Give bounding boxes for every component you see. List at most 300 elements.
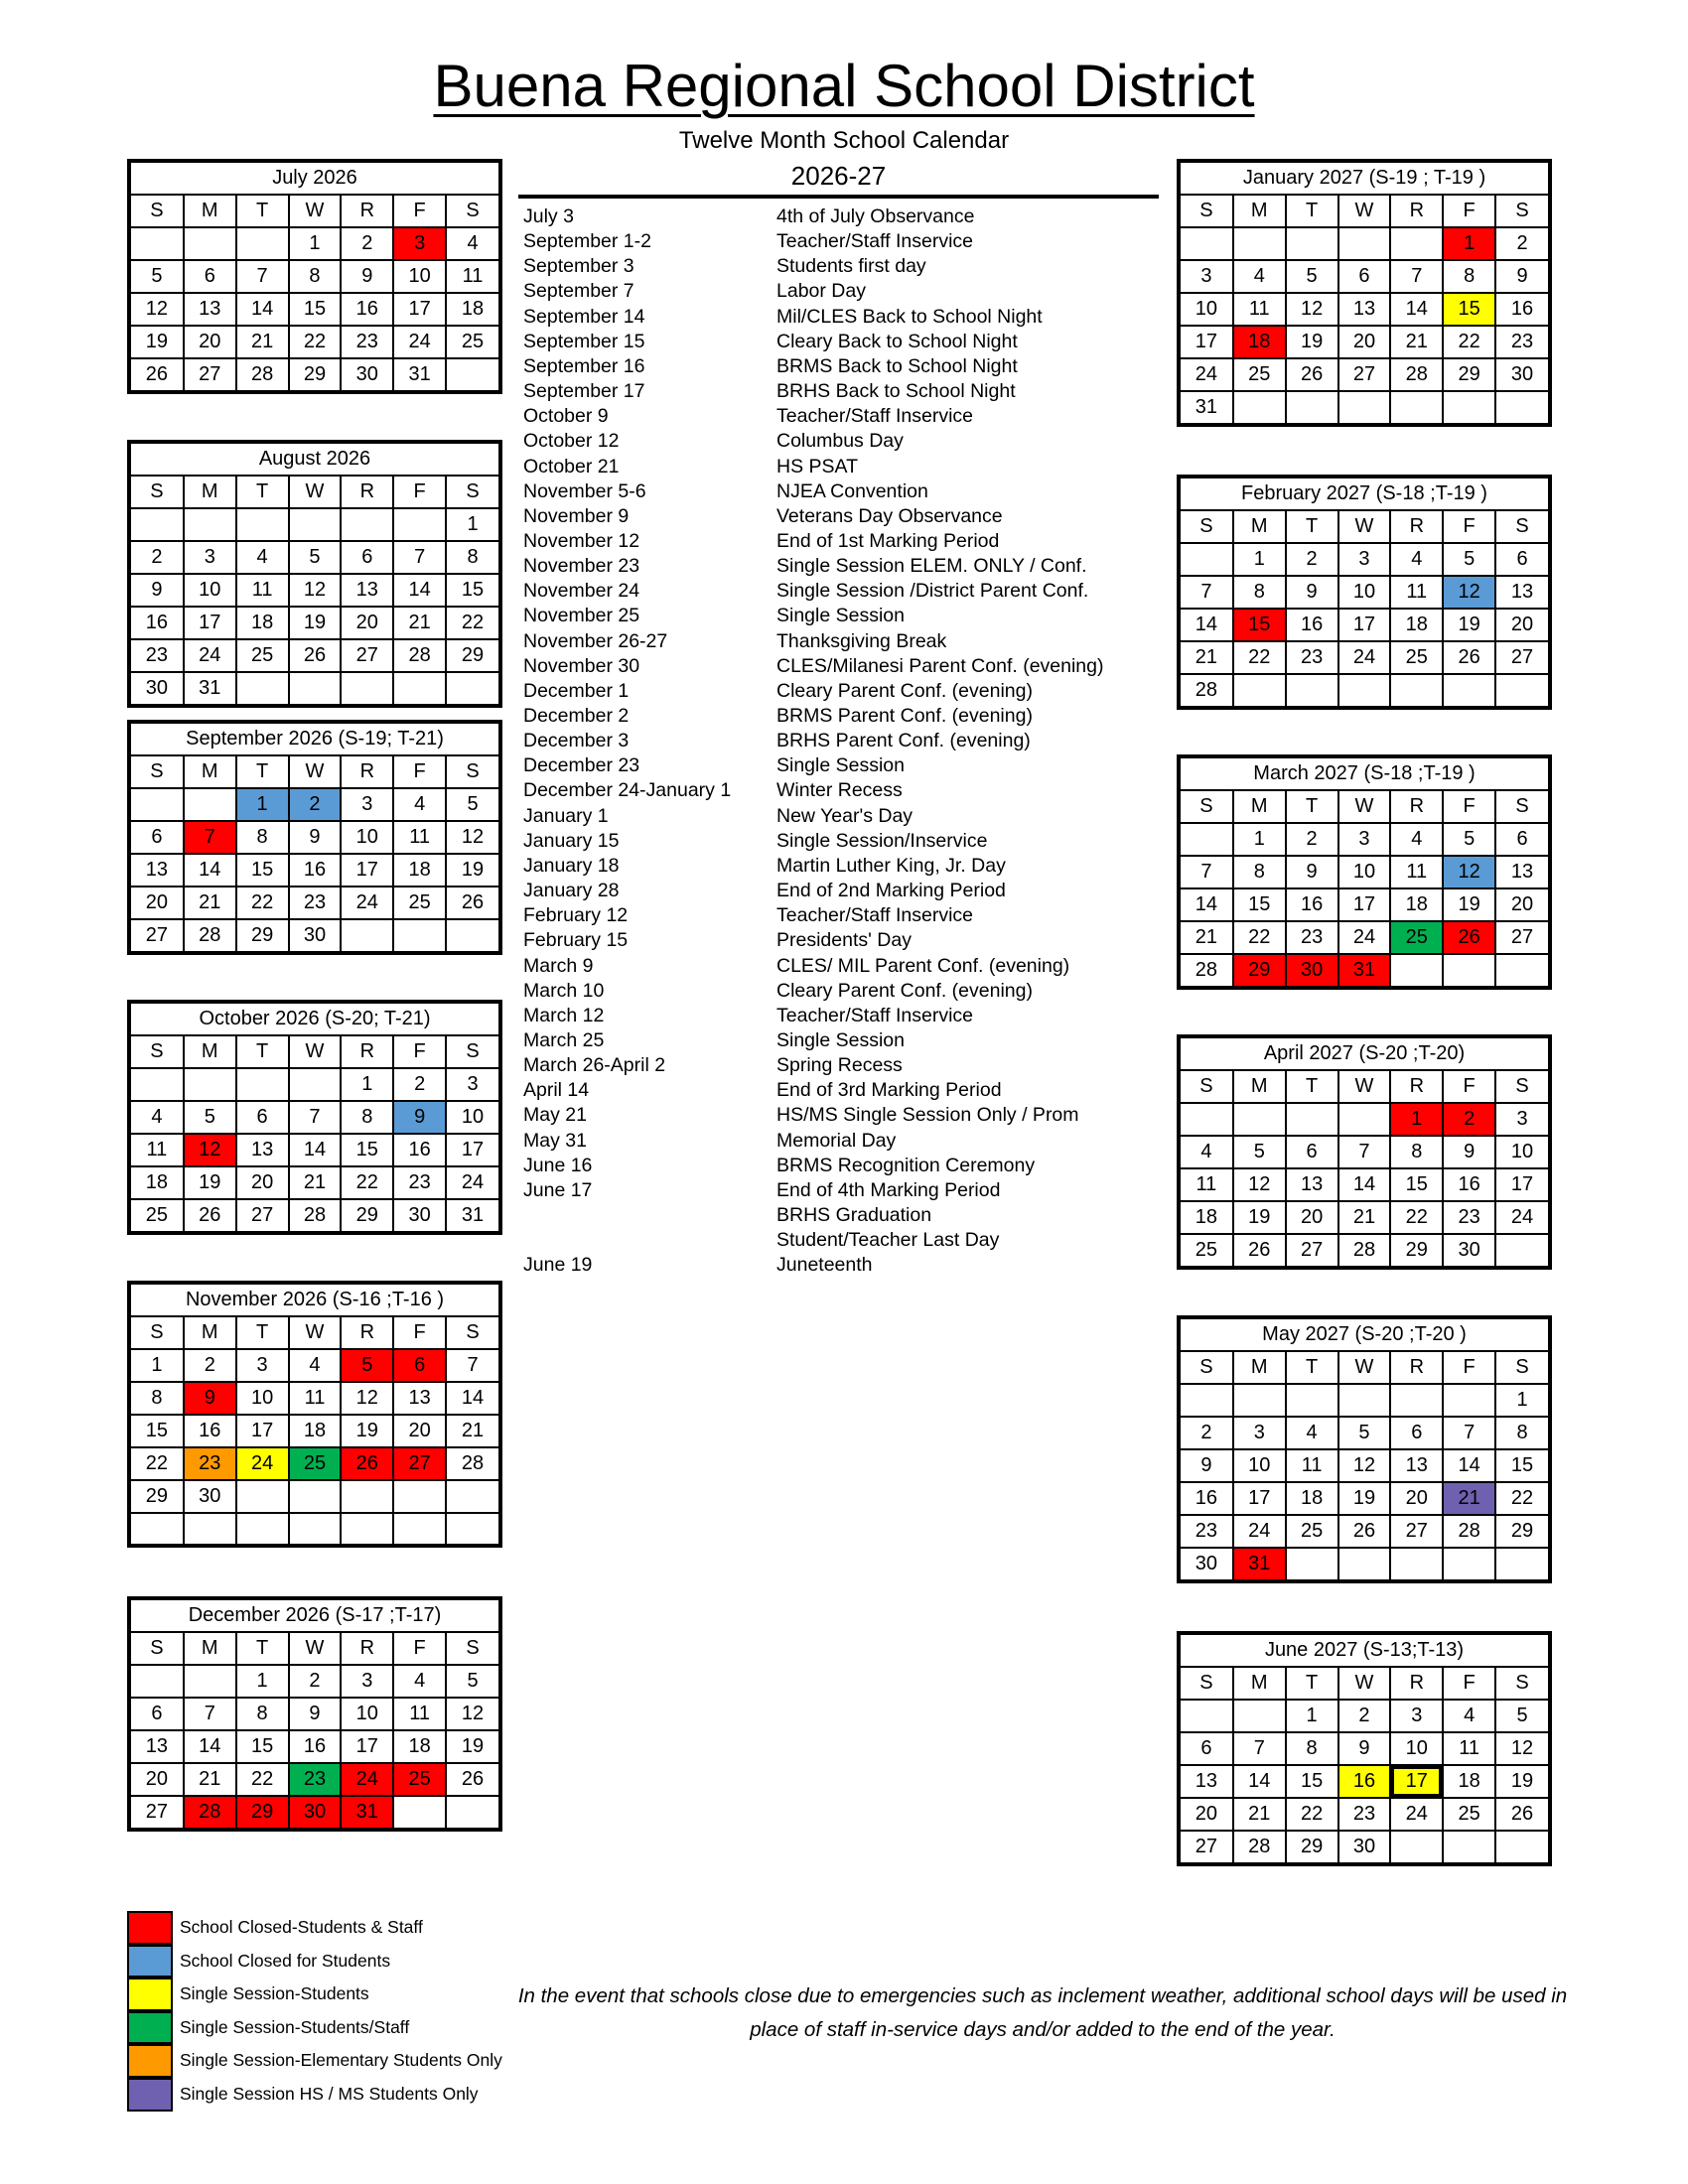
- day-cell: 18: [236, 607, 289, 639]
- day-cell: 31: [1338, 954, 1391, 986]
- day-cell: 5: [446, 1665, 498, 1698]
- empty-cell: [236, 1068, 289, 1101]
- day-cell: 7: [1338, 1136, 1391, 1168]
- page-title: Buena Regional School District: [433, 53, 1255, 119]
- month-feb: [1177, 475, 1552, 710]
- day-cell: 16: [1181, 1482, 1233, 1515]
- day-cell: 3: [1495, 1103, 1548, 1136]
- day-cell: 22: [341, 1166, 393, 1199]
- month-title: January 2027 (S-19 ; T-19 ): [1181, 163, 1548, 196]
- day-cell: 6: [236, 1101, 289, 1134]
- day-cell: 8: [1390, 1136, 1443, 1168]
- empty-cell: [1390, 227, 1443, 260]
- day-cell: 22: [1495, 1482, 1548, 1515]
- day-cell: 30: [1443, 1234, 1495, 1266]
- day-cell: 12: [1495, 1732, 1548, 1765]
- weekday-header: M: [1233, 1668, 1286, 1700]
- day-cell: 9: [1181, 1449, 1233, 1482]
- month-may: [1177, 1315, 1552, 1583]
- day-cell: 21: [236, 326, 289, 358]
- empty-cell: [446, 1513, 498, 1544]
- day-cell: 1: [236, 788, 289, 821]
- day-cell: 23: [1495, 326, 1548, 358]
- month-title: May 2027 (S-20 ;T-20 ): [1181, 1319, 1548, 1352]
- empty-cell: [236, 672, 289, 704]
- weekday-header: S: [1495, 1668, 1548, 1700]
- weekday-header: M: [1233, 196, 1286, 227]
- day-cell: 23: [1181, 1515, 1233, 1548]
- day-cell: 29: [289, 358, 342, 390]
- day-cell: 11: [1286, 1449, 1338, 1482]
- empty-cell: [393, 672, 446, 704]
- event-date: November 5-6: [523, 479, 646, 502]
- day-cell: 29: [1390, 1234, 1443, 1266]
- day-cell: 22: [1443, 326, 1495, 358]
- day-cell: 29: [341, 1199, 393, 1231]
- day-cell: 2: [1338, 1700, 1391, 1732]
- weekday-header: S: [446, 1317, 498, 1349]
- day-cell: 10: [1338, 856, 1391, 888]
- day-cell: 3: [184, 541, 236, 574]
- day-cell: 19: [1443, 609, 1495, 641]
- day-cell: 24: [236, 1447, 289, 1480]
- day-cell: 26: [1286, 358, 1338, 391]
- empty-cell: [1495, 1234, 1548, 1266]
- day-cell: 11: [1390, 576, 1443, 609]
- day-cell: 7: [1443, 1417, 1495, 1449]
- empty-cell: [1390, 391, 1443, 423]
- day-cell: 5: [446, 788, 498, 821]
- empty-cell: [1495, 391, 1548, 423]
- event-text: Labor Day: [776, 280, 866, 303]
- day-cell: 23: [1286, 921, 1338, 954]
- day-cell: 25: [236, 639, 289, 672]
- day-cell: 28: [1181, 674, 1233, 706]
- weekday-header: R: [1390, 1071, 1443, 1103]
- day-cell: 19: [1338, 1482, 1391, 1515]
- empty-cell: [1233, 391, 1286, 423]
- day-cell: 10: [1390, 1732, 1443, 1765]
- day-cell: 29: [236, 919, 289, 951]
- weekday-header: T: [1286, 791, 1338, 823]
- day-cell: 17: [184, 607, 236, 639]
- weekday-header: M: [184, 1633, 236, 1665]
- weekday-header: M: [184, 196, 236, 227]
- day-cell: 19: [1233, 1201, 1286, 1234]
- event-text: Mil/CLES Back to School Night: [776, 305, 1043, 328]
- day-cell: 16: [289, 854, 342, 887]
- day-cell: 13: [184, 293, 236, 326]
- day-cell: 11: [131, 1134, 184, 1166]
- empty-cell: [289, 1480, 342, 1513]
- empty-cell: [446, 1480, 498, 1513]
- empty-cell: [1181, 543, 1233, 576]
- event-text: Single Session: [776, 1028, 905, 1051]
- day-cell: 27: [1338, 358, 1391, 391]
- event-date: November 23: [523, 555, 640, 578]
- empty-cell: [184, 227, 236, 260]
- day-cell: 6: [1495, 543, 1548, 576]
- event-text: Presidents' Day: [776, 929, 912, 952]
- day-cell: 14: [1390, 293, 1443, 326]
- day-cell: 22: [446, 607, 498, 639]
- day-cell: 4: [393, 1665, 446, 1698]
- weekday-header: R: [341, 477, 393, 508]
- empty-cell: [131, 788, 184, 821]
- empty-cell: [184, 508, 236, 541]
- day-cell: 15: [1286, 1765, 1338, 1798]
- legend-label: School Closed-Students & Staff: [180, 1917, 423, 1937]
- day-cell: 30: [341, 358, 393, 390]
- day-cell: 26: [184, 1199, 236, 1231]
- day-cell: 21: [289, 1166, 342, 1199]
- school-year: 2026-27: [790, 161, 887, 191]
- weekday-header: R: [1390, 511, 1443, 543]
- month-title: March 2027 (S-18 ;T-19 ): [1181, 758, 1548, 791]
- day-cell: 21: [1338, 1201, 1391, 1234]
- day-cell: 24: [1233, 1515, 1286, 1548]
- day-cell: 28: [1390, 358, 1443, 391]
- event-text: Teacher/Staff Inservice: [776, 904, 973, 927]
- day-cell: 28: [1443, 1515, 1495, 1548]
- day-cell: 12: [1443, 576, 1495, 609]
- day-cell: 15: [1233, 609, 1286, 641]
- weekday-header: W: [289, 1317, 342, 1349]
- day-cell: 11: [393, 821, 446, 854]
- weekday-header: W: [289, 477, 342, 508]
- day-cell: 7: [1181, 576, 1233, 609]
- day-cell: 1: [236, 1665, 289, 1698]
- event-date: November 25: [523, 605, 640, 627]
- day-cell: 23: [1443, 1201, 1495, 1234]
- day-cell: 21: [446, 1415, 498, 1447]
- day-cell: 20: [393, 1415, 446, 1447]
- day-cell: 1: [1443, 227, 1495, 260]
- day-cell: 2: [1286, 543, 1338, 576]
- day-cell: 6: [1495, 823, 1548, 856]
- day-cell: 30: [289, 919, 342, 951]
- day-cell: 18: [446, 293, 498, 326]
- day-cell: 14: [184, 854, 236, 887]
- month-title: November 2026 (S-16 ;T-16 ): [131, 1285, 498, 1317]
- legend-label: Single Session HS / MS Students Only: [180, 2083, 479, 2104]
- day-cell: 14: [1338, 1168, 1391, 1201]
- day-cell: 30: [131, 672, 184, 704]
- day-cell: 16: [341, 293, 393, 326]
- day-cell: 16: [1286, 888, 1338, 921]
- day-cell: 29: [446, 639, 498, 672]
- day-cell: 18: [393, 854, 446, 887]
- day-cell: 24: [393, 326, 446, 358]
- day-cell: 2: [1495, 227, 1548, 260]
- day-cell: 1: [1286, 1700, 1338, 1732]
- empty-cell: [1233, 1384, 1286, 1417]
- day-cell: 1: [446, 508, 498, 541]
- day-cell: 19: [1443, 888, 1495, 921]
- day-cell: 3: [393, 227, 446, 260]
- month-oct: [127, 1000, 502, 1235]
- weekday-header: W: [1338, 791, 1391, 823]
- empty-cell: [289, 672, 342, 704]
- day-cell: 29: [1495, 1515, 1548, 1548]
- legend-label: School Closed for Students: [180, 1950, 391, 1971]
- weekday-header: M: [184, 756, 236, 788]
- day-cell: 31: [1233, 1548, 1286, 1579]
- day-cell: 8: [289, 260, 342, 293]
- day-cell: 15: [1233, 888, 1286, 921]
- day-cell: 12: [1233, 1168, 1286, 1201]
- event-date: November 24: [523, 580, 640, 603]
- day-cell: 16: [1286, 609, 1338, 641]
- event-date: December 23: [523, 754, 640, 777]
- page-subtitle: Twelve Month School Calendar: [678, 127, 1010, 154]
- day-cell: 22: [236, 1763, 289, 1796]
- empty-cell: [1338, 674, 1391, 706]
- event-text: Teacher/Staff Inservice: [776, 1004, 973, 1026]
- day-cell: 5: [1338, 1417, 1391, 1449]
- event-text: NJEA Convention: [776, 479, 928, 502]
- event-date: May 31: [523, 1129, 587, 1152]
- day-cell: 27: [1286, 1234, 1338, 1266]
- empty-cell: [1233, 1700, 1286, 1732]
- weekday-header: W: [289, 1036, 342, 1068]
- day-cell: 30: [184, 1480, 236, 1513]
- event-date: October 21: [523, 455, 620, 478]
- day-cell: 10: [341, 821, 393, 854]
- day-cell: 25: [131, 1199, 184, 1231]
- empty-cell: [446, 1796, 498, 1828]
- day-cell: 9: [341, 260, 393, 293]
- day-cell: 10: [236, 1382, 289, 1415]
- weekday-header: M: [184, 1317, 236, 1349]
- day-cell: 28: [1181, 954, 1233, 986]
- month-nov: [127, 1281, 502, 1548]
- empty-cell: [1495, 954, 1548, 986]
- weekday-header: S: [446, 756, 498, 788]
- day-cell: 7: [184, 1698, 236, 1730]
- day-cell: 3: [1338, 823, 1391, 856]
- day-cell: 15: [289, 293, 342, 326]
- event-date: September 14: [523, 305, 645, 328]
- day-cell: 12: [446, 821, 498, 854]
- weekday-header: W: [289, 1633, 342, 1665]
- day-cell: 17: [236, 1415, 289, 1447]
- day-cell: 26: [289, 639, 342, 672]
- weekday-header: M: [184, 1036, 236, 1068]
- weekday-header: F: [393, 196, 446, 227]
- event-date: September 1-2: [523, 230, 651, 253]
- empty-cell: [1286, 1384, 1338, 1417]
- empty-cell: [393, 1480, 446, 1513]
- day-cell: 31: [446, 1199, 498, 1231]
- event-date: November 30: [523, 654, 640, 677]
- event-date: December 2: [523, 705, 630, 727]
- event-date: March 25: [523, 1028, 605, 1051]
- day-cell: 30: [393, 1199, 446, 1231]
- empty-cell: [1286, 1103, 1338, 1136]
- day-cell: 19: [289, 607, 342, 639]
- day-cell: 30: [1495, 358, 1548, 391]
- empty-cell: [1390, 1384, 1443, 1417]
- weekday-header: S: [1495, 511, 1548, 543]
- empty-cell: [1443, 674, 1495, 706]
- event-date: June 19: [523, 1254, 593, 1277]
- day-cell: 1: [289, 227, 342, 260]
- empty-cell: [341, 508, 393, 541]
- day-cell: 13: [131, 1730, 184, 1763]
- empty-cell: [1233, 1103, 1286, 1136]
- weekday-header: T: [1286, 1668, 1338, 1700]
- weekday-header: M: [1233, 1071, 1286, 1103]
- day-cell: 13: [1495, 576, 1548, 609]
- day-cell: 15: [1390, 1168, 1443, 1201]
- day-cell: 22: [289, 326, 342, 358]
- day-cell: 3: [1338, 543, 1391, 576]
- day-cell: 23: [289, 887, 342, 919]
- event-text: End of 4th Marking Period: [776, 1178, 1001, 1201]
- day-cell: 13: [1338, 293, 1391, 326]
- day-cell: 4: [393, 788, 446, 821]
- day-cell: 11: [1390, 856, 1443, 888]
- day-cell: 5: [1443, 543, 1495, 576]
- event-text: Thanksgiving Break: [776, 629, 947, 652]
- day-cell: 30: [1181, 1548, 1233, 1579]
- weekday-header: S: [131, 1633, 184, 1665]
- event-text: BRHS Graduation: [776, 1204, 932, 1226]
- event-date: September 17: [523, 380, 645, 403]
- day-cell: 24: [1338, 641, 1391, 674]
- event-date: September 3: [523, 255, 634, 278]
- event-date: April 14: [523, 1079, 590, 1102]
- day-cell: 29: [236, 1796, 289, 1828]
- empty-cell: [393, 1513, 446, 1544]
- day-cell: 14: [236, 293, 289, 326]
- empty-cell: [393, 508, 446, 541]
- empty-cell: [446, 919, 498, 951]
- day-cell: 14: [1443, 1449, 1495, 1482]
- day-cell: 8: [1495, 1417, 1548, 1449]
- weekday-header: T: [1286, 196, 1338, 227]
- day-cell: 20: [1338, 326, 1391, 358]
- day-cell: 14: [393, 574, 446, 607]
- day-cell: 21: [1181, 641, 1233, 674]
- day-cell: 9: [289, 821, 342, 854]
- day-cell: 13: [1390, 1449, 1443, 1482]
- legend-swatch: [127, 1911, 173, 1945]
- weekday-header: S: [131, 196, 184, 227]
- event-date: March 12: [523, 1004, 605, 1026]
- empty-cell: [131, 1665, 184, 1698]
- day-cell: 20: [131, 887, 184, 919]
- day-cell: 22: [1390, 1201, 1443, 1234]
- weekday-header: S: [1495, 1071, 1548, 1103]
- day-cell: 20: [1181, 1798, 1233, 1831]
- day-cell: 11: [236, 574, 289, 607]
- empty-cell: [393, 1796, 446, 1828]
- day-cell: 4: [1233, 260, 1286, 293]
- day-cell: 28: [184, 919, 236, 951]
- weekday-header: S: [1181, 1668, 1233, 1700]
- day-cell: 10: [1338, 576, 1391, 609]
- empty-cell: [446, 358, 498, 390]
- day-cell: 11: [446, 260, 498, 293]
- day-cell: 12: [1338, 1449, 1391, 1482]
- day-cell: 20: [131, 1763, 184, 1796]
- day-cell: 24: [1390, 1798, 1443, 1831]
- event-text: End of 2nd Marking Period: [776, 880, 1006, 902]
- day-cell: 19: [446, 854, 498, 887]
- event-text: Spring Recess: [776, 1054, 903, 1077]
- empty-cell: [1495, 1831, 1548, 1862]
- empty-cell: [1443, 1831, 1495, 1862]
- weekday-header: S: [131, 756, 184, 788]
- event-text: BRMS Parent Conf. (evening): [776, 705, 1033, 727]
- day-cell: 25: [1181, 1234, 1233, 1266]
- event-text: Teacher/Staff Inservice: [776, 405, 973, 428]
- weekday-header: M: [184, 477, 236, 508]
- day-cell: 28: [393, 639, 446, 672]
- event-text: Single Session/Inservice: [776, 829, 988, 852]
- day-cell: 12: [1286, 293, 1338, 326]
- day-cell: 17: [1233, 1482, 1286, 1515]
- event-date: March 10: [523, 979, 605, 1002]
- day-cell: 22: [1233, 641, 1286, 674]
- day-cell: 4: [289, 1349, 342, 1382]
- day-cell: 18: [1181, 1201, 1233, 1234]
- weekday-header: S: [131, 1036, 184, 1068]
- day-cell: 16: [393, 1134, 446, 1166]
- day-cell: 21: [1443, 1482, 1495, 1515]
- day-cell: 10: [341, 1698, 393, 1730]
- event-date: July 3: [523, 205, 574, 227]
- day-cell: 15: [1495, 1449, 1548, 1482]
- day-cell: 6: [1181, 1732, 1233, 1765]
- day-cell: 17: [393, 293, 446, 326]
- weekday-header: S: [446, 1036, 498, 1068]
- legend-label: Single Session-Students/Staff: [180, 2016, 410, 2037]
- empty-cell: [1338, 1384, 1391, 1417]
- weekday-header: F: [1443, 511, 1495, 543]
- weekday-header: F: [393, 1317, 446, 1349]
- day-cell: 17: [1338, 609, 1391, 641]
- event-text: New Year's Day: [776, 804, 914, 827]
- event-text: CLES/ MIL Parent Conf. (evening): [776, 954, 1070, 977]
- day-cell: 5: [184, 1101, 236, 1134]
- day-cell: 9: [184, 1382, 236, 1415]
- event-text: HS/MS Single Session Only / Prom: [776, 1104, 1079, 1127]
- day-cell: 18: [1233, 326, 1286, 358]
- empty-cell: [341, 1513, 393, 1544]
- weekday-header: S: [446, 1633, 498, 1665]
- month-title: August 2026: [131, 444, 498, 477]
- empty-cell: [341, 919, 393, 951]
- month-title: June 2027 (S-13;T-13): [1181, 1635, 1548, 1668]
- day-cell: 8: [1233, 856, 1286, 888]
- day-cell: 20: [236, 1166, 289, 1199]
- day-cell: 8: [131, 1382, 184, 1415]
- event-text: BRMS Recognition Ceremony: [776, 1154, 1036, 1176]
- day-cell: 22: [236, 887, 289, 919]
- day-cell: 25: [1390, 921, 1443, 954]
- weekday-header: F: [1443, 1668, 1495, 1700]
- day-cell: 9: [1443, 1136, 1495, 1168]
- empty-cell: [289, 1068, 342, 1101]
- event-text: 4th of July Observance: [776, 205, 975, 227]
- weekday-header: S: [131, 1317, 184, 1349]
- day-cell: 21: [1233, 1798, 1286, 1831]
- day-cell: 17: [1495, 1168, 1548, 1201]
- weekday-header: T: [1286, 1352, 1338, 1384]
